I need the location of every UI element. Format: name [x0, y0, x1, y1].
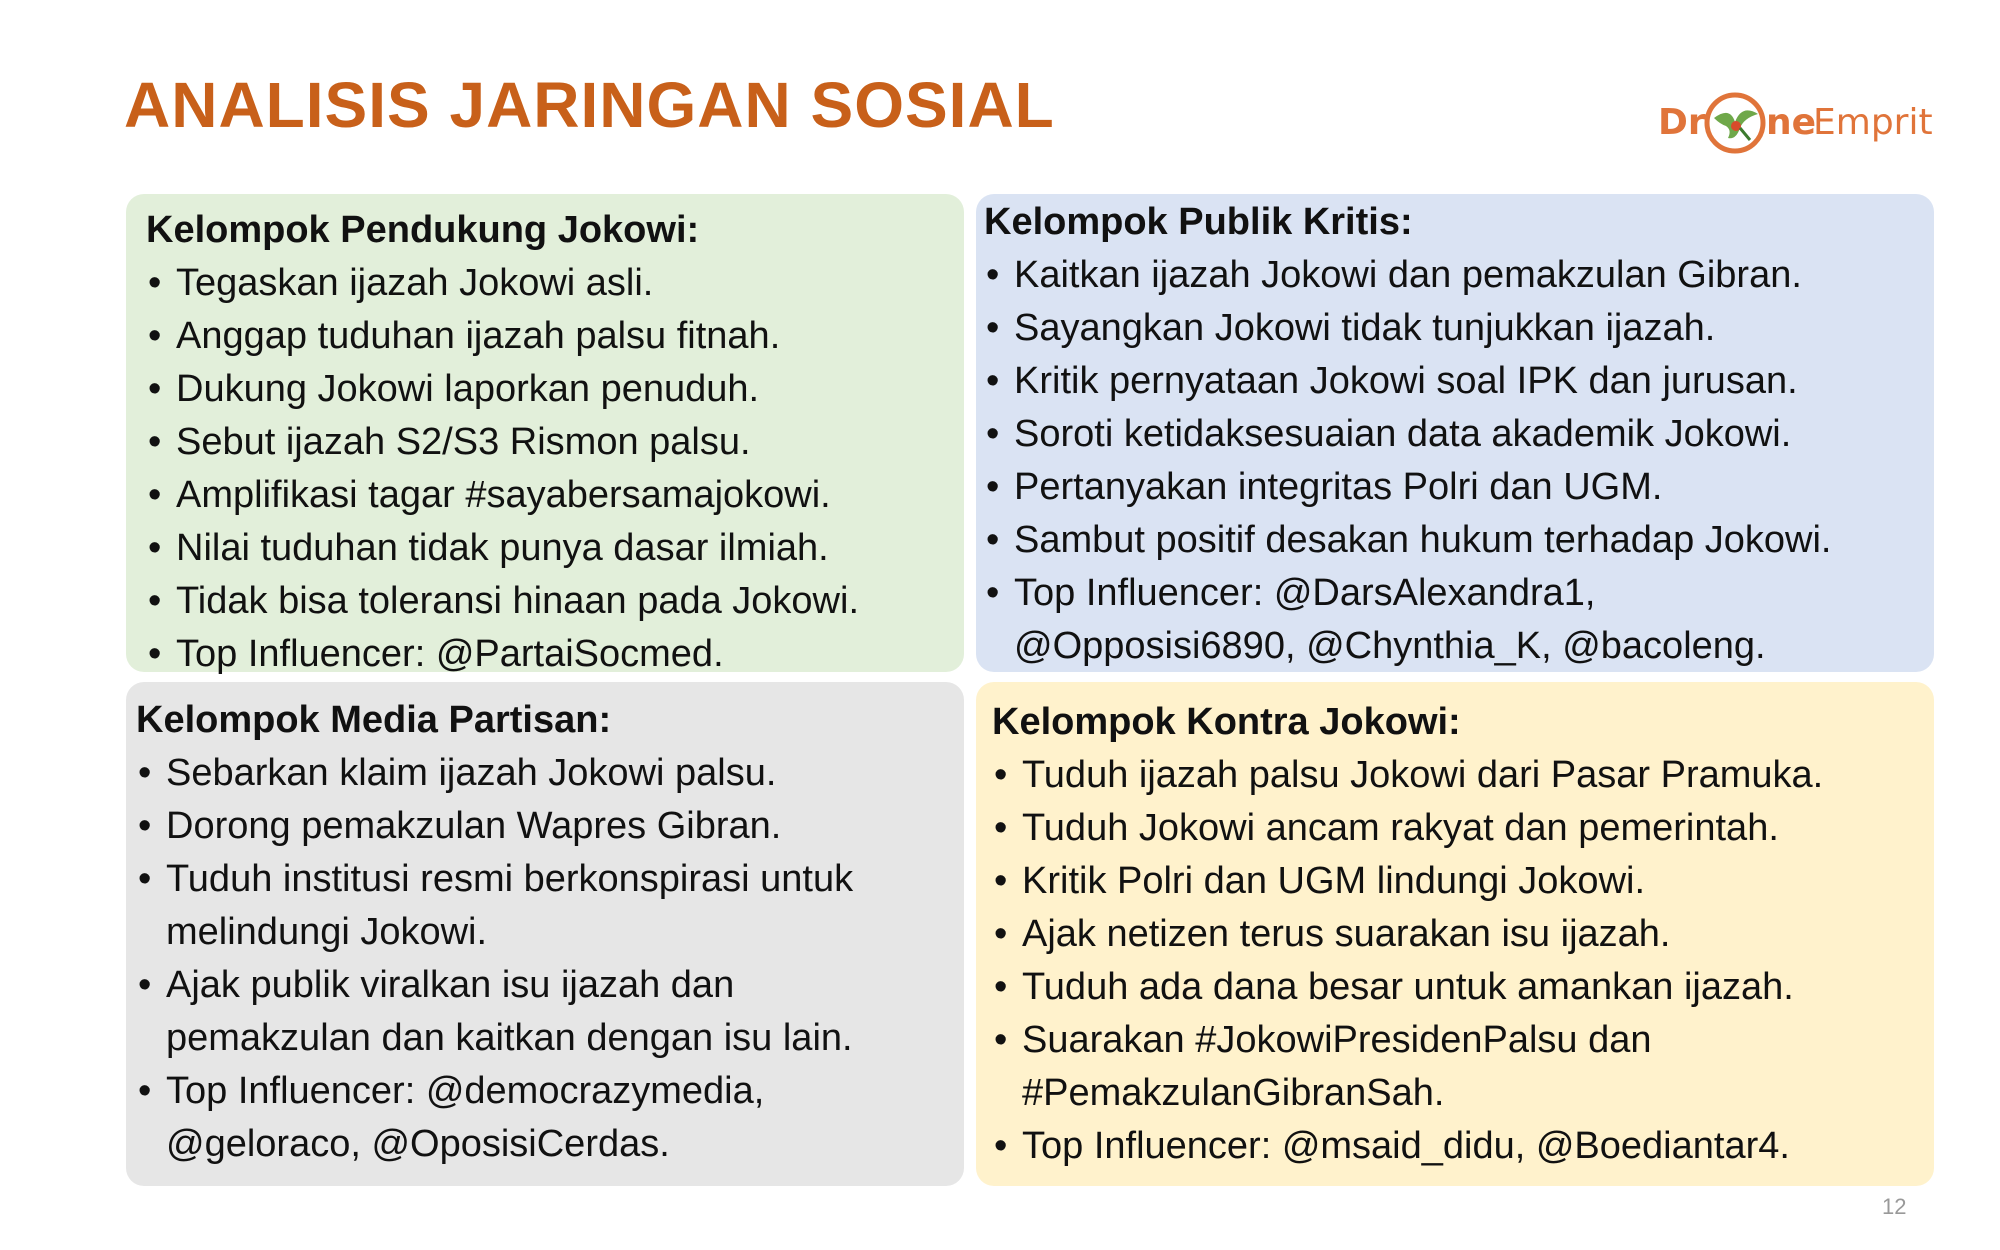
list-item — [136, 853, 952, 959]
logo-text-dr: Dr — [1658, 102, 1706, 143]
panel-publik-kritis — [976, 194, 1934, 672]
item-line: #PemakzulanGibranSah. — [1022, 1072, 1445, 1114]
logo-text-ne: ne — [1766, 102, 1817, 143]
list-item: • Kritik pernyataan Jokowi soal IPK dan jurusan. — [984, 355, 1924, 408]
list-item-influencer — [136, 1065, 952, 1171]
panel-heading: Kelompok Media Partisan: — [136, 699, 612, 741]
drone-emprit-logo — [1658, 88, 1938, 158]
item-line: melindungi Jokowi. — [166, 911, 488, 953]
influencer-line: Top Influencer: @democrazymedia, — [166, 1070, 765, 1112]
list-item: • Soroti ketidaksesuaian data akademik Jokowi. — [984, 408, 1924, 461]
list-item: • Kaitkan ijazah Jokowi dan pemakzulan Gibran. — [984, 249, 1924, 302]
influencer-line: @geloraco, @OposisiCerdas. — [166, 1123, 670, 1165]
panel-pendukung-jokowi — [126, 194, 964, 675]
bullet-list — [136, 747, 952, 1171]
item-line: pemakzulan dan kaitkan dengan isu lain. — [166, 1017, 853, 1059]
list-item: • Dorong pemakzulan Wapres Gibran. — [136, 800, 952, 853]
list-item — [992, 1014, 1922, 1120]
panel-heading: Kelompok Kontra Jokowi: — [992, 701, 1461, 743]
list-item: • Kritik Polri dan UGM lindungi Jokowi. — [992, 855, 1922, 908]
list-item: • Tuduh ijazah palsu Jokowi dari Pasar Pramuka. — [992, 749, 1922, 802]
panel-media-partisan — [126, 682, 964, 1186]
item-line: Tuduh institusi resmi berkonspirasi untuk — [166, 858, 854, 900]
item-line: Ajak publik viralkan isu ijazah dan — [166, 964, 735, 1006]
bullet-list — [146, 257, 944, 681]
list-item: • Top Influencer: @PartaiSocmed. — [146, 628, 944, 681]
list-item: • Dukung Jokowi laporkan penuduh. — [146, 363, 944, 416]
list-item: • Tuduh Jokowi ancam rakyat dan pemerintah. — [992, 802, 1922, 855]
panel-heading: Kelompok Publik Kritis: — [984, 201, 1413, 243]
list-item: • Amplifikasi tagar #sayabersamajokowi. — [146, 469, 944, 522]
list-item: • Tegaskan ijazah Jokowi asli. — [146, 257, 944, 310]
list-item: • Ajak netizen terus suarakan isu ijazah. — [992, 908, 1922, 961]
slide-title: ANALISIS JARINGAN SOSIAL — [124, 69, 1055, 141]
logo-text-emprit: Emprit — [1813, 102, 1933, 143]
list-item-influencer — [984, 567, 1924, 673]
list-item: • Sebut ijazah S2/S3 Rismon palsu. — [146, 416, 944, 469]
list-item: • Anggap tuduhan ijazah palsu fitnah. — [146, 310, 944, 363]
bullet-list — [984, 249, 1924, 673]
item-line: Suarakan #JokowiPresidenPalsu dan — [1022, 1019, 1652, 1061]
list-item: • Nilai tuduhan tidak punya dasar ilmiah. — [146, 522, 944, 575]
list-item: • Tidak bisa toleransi hinaan pada Jokowi. — [146, 575, 944, 628]
panel-heading: Kelompok Pendukung Jokowi: — [146, 209, 700, 251]
list-item: • Sebarkan klaim ijazah Jokowi palsu. — [136, 747, 952, 800]
influencer-line: Top Influencer: @DarsAlexandra1, — [1014, 572, 1596, 614]
list-item: • Pertanyakan integritas Polri dan UGM. — [984, 461, 1924, 514]
list-item — [136, 959, 952, 1065]
panel-kontra-jokowi — [976, 682, 1934, 1186]
list-item: • Sayangkan Jokowi tidak tunjukkan ijazah. — [984, 302, 1924, 355]
drone-bird-icon — [1700, 88, 1770, 158]
page-number: 12 — [1882, 1194, 1907, 1219]
list-item-influencer: • Top Influencer: @msaid_didu, @Boediantar4. — [992, 1120, 1922, 1173]
influencer-line: @Opposisi6890, @Chynthia_K, @bacoleng. — [1014, 625, 1766, 667]
list-item: • Sambut positif desakan hukum terhadap Jokowi. — [984, 514, 1924, 567]
list-item: • Tuduh ada dana besar untuk amankan ijazah. — [992, 961, 1922, 1014]
bullet-list — [992, 749, 1922, 1173]
